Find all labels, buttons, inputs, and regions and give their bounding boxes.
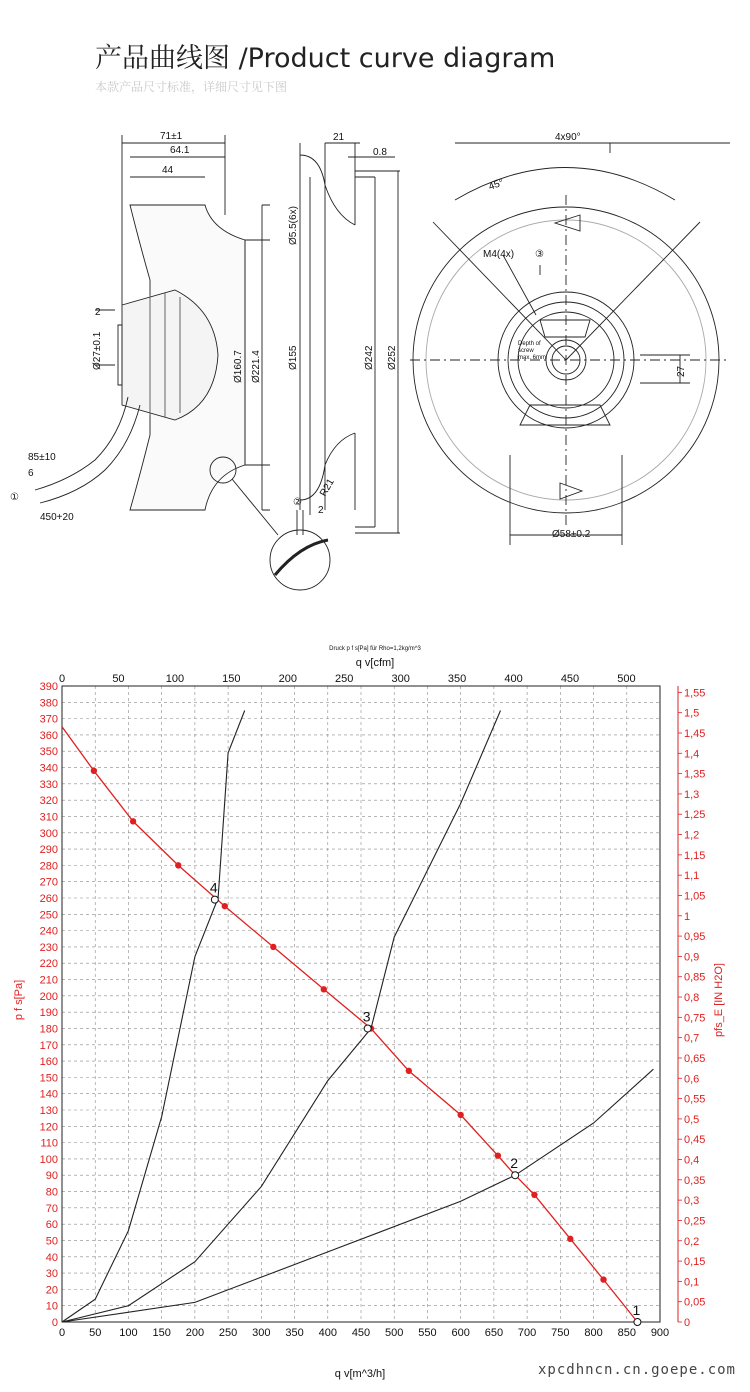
y-tick-label: 270 <box>39 876 58 889</box>
y-tick-label: 340 <box>39 762 58 775</box>
y-tick-label: 250 <box>39 909 58 922</box>
right-axis-label: pfs_E [IN H2O] <box>713 963 725 1037</box>
y-tick-label: 40 <box>45 1251 58 1264</box>
pressure-point <box>406 1068 412 1074</box>
pressure-point <box>270 944 276 950</box>
operating-point-marker <box>211 896 218 903</box>
right-tick-label: 0,45 <box>684 1134 706 1147</box>
right-tick-label: 0,3 <box>684 1195 700 1208</box>
x-tick-label: 650 <box>484 1327 504 1339</box>
top-tick-label: 450 <box>560 673 580 685</box>
dim-text-d27: Ø27±0.1 <box>92 331 103 370</box>
right-tick-label: 0,1 <box>684 1276 700 1289</box>
right-tick-label: 0,85 <box>684 971 706 984</box>
system-curve-1 <box>62 711 245 1323</box>
dim-text-m4: M4(4x) <box>483 249 515 260</box>
dim-text-d5-5: Ø5.5(6x) <box>288 206 299 245</box>
pressure-point <box>600 1276 606 1282</box>
y-tick-label: 10 <box>45 1300 58 1313</box>
y-tick-label: 100 <box>39 1153 58 1166</box>
callout-1: ① <box>10 492 19 503</box>
pressure-point <box>531 1192 537 1198</box>
operating-point-label: 2 <box>510 1155 519 1172</box>
y-tick-label: 210 <box>39 974 58 987</box>
x-tick-label: 100 <box>119 1327 138 1339</box>
operating-point-marker <box>634 1319 641 1326</box>
top-tick-label: 0 <box>58 673 66 685</box>
dim-text-2: 2 <box>95 307 101 318</box>
dim-text-71: 71±1 <box>160 131 183 142</box>
x-tick-label: 850 <box>617 1327 636 1339</box>
y-tick-label: 0 <box>51 1317 58 1329</box>
watermark: xpcdhncn.cn.goepe.com <box>537 1362 736 1378</box>
right-tick-label: 1,05 <box>684 890 706 903</box>
x-tick-label: 750 <box>551 1327 570 1339</box>
x-tick-label: 50 <box>89 1327 102 1339</box>
dim-text-85: 85±10 <box>28 452 56 463</box>
right-tick-label: 1 <box>684 910 691 923</box>
right-tick-label: 0,65 <box>684 1052 706 1065</box>
dim-text-d221-4: Ø221.4 <box>251 350 262 383</box>
system-curve-2 <box>62 711 501 1323</box>
y-axis-label: p f s[Pa] <box>13 979 25 1021</box>
operating-point-label: 1 <box>632 1302 641 1318</box>
top-tick-label: 200 <box>278 673 297 685</box>
dim-text-0-8: 0.8 <box>373 147 387 158</box>
y-tick-label: 20 <box>45 1284 58 1297</box>
chart-caption: Druck p f s[Pa] für Rho=1,2kg/m^3 <box>329 646 421 652</box>
pressure-point <box>567 1236 573 1242</box>
y-tick-label: 150 <box>39 1072 58 1085</box>
x-tick-label: 500 <box>385 1327 404 1339</box>
y-tick-label: 280 <box>39 860 58 873</box>
dim-text-64-1: 64.1 <box>170 145 190 156</box>
pressure-point <box>175 862 181 868</box>
y-tick-label: 390 <box>39 681 58 693</box>
right-tick-label: 1,1 <box>684 870 700 883</box>
callout-3: ③ <box>535 249 544 260</box>
x-tick-label: 400 <box>318 1327 337 1339</box>
x-tick-label: 550 <box>418 1327 437 1339</box>
right-tick-label: 1,55 <box>684 687 706 700</box>
operating-point-label: 4 <box>209 879 218 896</box>
dim-text-2b: 2 <box>318 505 324 516</box>
right-tick-label: 1,2 <box>684 829 700 842</box>
top-tick-label: 500 <box>617 673 636 685</box>
x-tick-label: 800 <box>584 1327 603 1339</box>
y-tick-label: 200 <box>39 990 58 1003</box>
dim-text-45: 45° <box>487 177 506 193</box>
y-tick-label: 320 <box>39 795 58 808</box>
top-tick-label: 400 <box>504 673 523 685</box>
pressure-point <box>495 1152 501 1158</box>
x-tick-label: 0 <box>58 1327 66 1339</box>
dim-text-450: 450+20 <box>40 512 74 523</box>
pressure-point <box>321 986 327 992</box>
chart-axes <box>40 673 706 1339</box>
right-tick-label: 1,45 <box>684 727 706 740</box>
right-tick-label: 1,5 <box>684 707 700 720</box>
top-tick-label: 50 <box>112 673 125 685</box>
dim-text-d155: Ø155 <box>288 345 299 370</box>
dim-text-d242: Ø242 <box>364 345 375 370</box>
y-tick-label: 50 <box>45 1235 58 1248</box>
y-tick-label: 160 <box>39 1056 58 1069</box>
dim-text-27: 27 <box>676 365 687 377</box>
x-tick-label: 600 <box>451 1327 470 1339</box>
operating-point-marker <box>512 1172 519 1179</box>
x-tick-label: 300 <box>252 1327 271 1339</box>
right-tick-label: 1,15 <box>684 849 706 862</box>
y-tick-label: 70 <box>45 1202 58 1215</box>
y-tick-label: 260 <box>39 893 58 905</box>
pressure-curve <box>62 727 637 1322</box>
y-tick-label: 360 <box>39 729 58 742</box>
dim-text-44: 44 <box>162 165 174 176</box>
y-tick-label: 290 <box>39 844 58 857</box>
top-tick-label: 100 <box>165 673 185 685</box>
top-tick-label: 300 <box>391 673 410 685</box>
right-tick-label: 0,05 <box>684 1296 706 1309</box>
right-tick-label: 0,6 <box>684 1073 700 1086</box>
y-tick-label: 370 <box>39 713 58 726</box>
pressure-point <box>91 768 97 774</box>
dim-text-6: 6 <box>28 468 34 479</box>
y-tick-label: 190 <box>39 1007 58 1020</box>
y-tick-label: 120 <box>39 1121 58 1134</box>
y-tick-label: 230 <box>39 941 58 954</box>
top-axis-label: q v[cfm] <box>355 657 395 669</box>
right-tick-label: 0,2 <box>684 1235 700 1248</box>
y-tick-label: 80 <box>45 1186 58 1199</box>
y-tick-label: 140 <box>39 1088 58 1101</box>
screw-label-line1: Depth of <box>518 341 541 347</box>
right-tick-label: 0,5 <box>684 1113 700 1126</box>
page-subtitle: 本款产品尺寸标准，详细尺寸见下图 <box>95 80 288 94</box>
dim-text-r21: R21 <box>318 477 337 499</box>
right-tick-label: 0,7 <box>684 1032 700 1045</box>
chart-series <box>62 711 653 1323</box>
top-tick-label: 350 <box>447 673 467 685</box>
x-tick-label: 700 <box>517 1327 537 1339</box>
right-tick-label: 0,9 <box>684 951 700 964</box>
dim-text-21: 21 <box>333 132 345 143</box>
x-tick-label: 250 <box>218 1327 238 1339</box>
callout-2: ② <box>293 497 302 508</box>
x-tick-label: 150 <box>152 1327 171 1339</box>
right-tick-label: 1,3 <box>684 788 700 801</box>
right-tick-label: 0,95 <box>684 931 706 944</box>
x-axis-label: q v[m^3/h] <box>334 1368 386 1380</box>
pressure-point <box>457 1112 463 1118</box>
y-tick-label: 170 <box>39 1039 58 1052</box>
top-tick-label: 250 <box>335 673 354 685</box>
y-tick-label: 220 <box>39 958 58 971</box>
y-tick-label: 110 <box>40 1137 58 1150</box>
right-tick-label: 0,35 <box>684 1174 706 1187</box>
y-tick-label: 30 <box>45 1268 58 1281</box>
right-tick-label: 0,75 <box>684 1012 706 1025</box>
y-tick-label: 330 <box>39 778 58 791</box>
right-tick-label: 0 <box>684 1317 691 1329</box>
y-tick-label: 310 <box>39 811 58 824</box>
right-tick-label: 1,25 <box>684 809 706 822</box>
x-tick-label: 450 <box>351 1327 371 1339</box>
y-tick-label: 240 <box>39 925 58 938</box>
right-tick-label: 0,55 <box>684 1093 706 1106</box>
page-title: 产品曲线图 /Product curve diagram <box>95 43 556 74</box>
right-tick-label: 0,25 <box>684 1215 706 1228</box>
y-tick-label: 300 <box>39 827 58 840</box>
pressure-point <box>222 903 228 909</box>
right-tick-label: 0,8 <box>684 992 700 1005</box>
right-tick-label: 1,4 <box>684 748 700 761</box>
x-tick-label: 200 <box>185 1327 205 1339</box>
dim-text-4x90: 4x90° <box>555 132 581 143</box>
y-tick-label: 380 <box>39 697 58 710</box>
right-tick-label: 1,35 <box>684 768 706 781</box>
x-tick-label: 900 <box>650 1327 670 1339</box>
right-tick-label: 0,15 <box>684 1256 706 1269</box>
y-tick-label: 350 <box>39 746 58 759</box>
top-tick-label: 150 <box>222 673 241 685</box>
operating-point-label: 3 <box>362 1008 371 1025</box>
chart-grid <box>62 686 660 1322</box>
pressure-point <box>130 818 136 824</box>
system-curve-3 <box>62 1069 653 1322</box>
screw-label-line2: screw <box>518 348 534 354</box>
y-tick-label: 130 <box>39 1105 58 1117</box>
y-tick-label: 60 <box>45 1219 58 1232</box>
y-tick-label: 90 <box>45 1170 58 1183</box>
screw-label-line3: max. 6mm <box>518 355 547 361</box>
right-tick-label: 0,4 <box>684 1154 700 1167</box>
dim-text-d252: Ø252 <box>387 345 398 370</box>
dim-text-d58: Ø58±0.2 <box>552 529 591 540</box>
operating-point-marker <box>364 1025 371 1032</box>
dim-text-d160-7: Ø160.7 <box>233 350 244 383</box>
x-tick-label: 350 <box>285 1327 304 1339</box>
y-tick-label: 180 <box>39 1023 58 1036</box>
